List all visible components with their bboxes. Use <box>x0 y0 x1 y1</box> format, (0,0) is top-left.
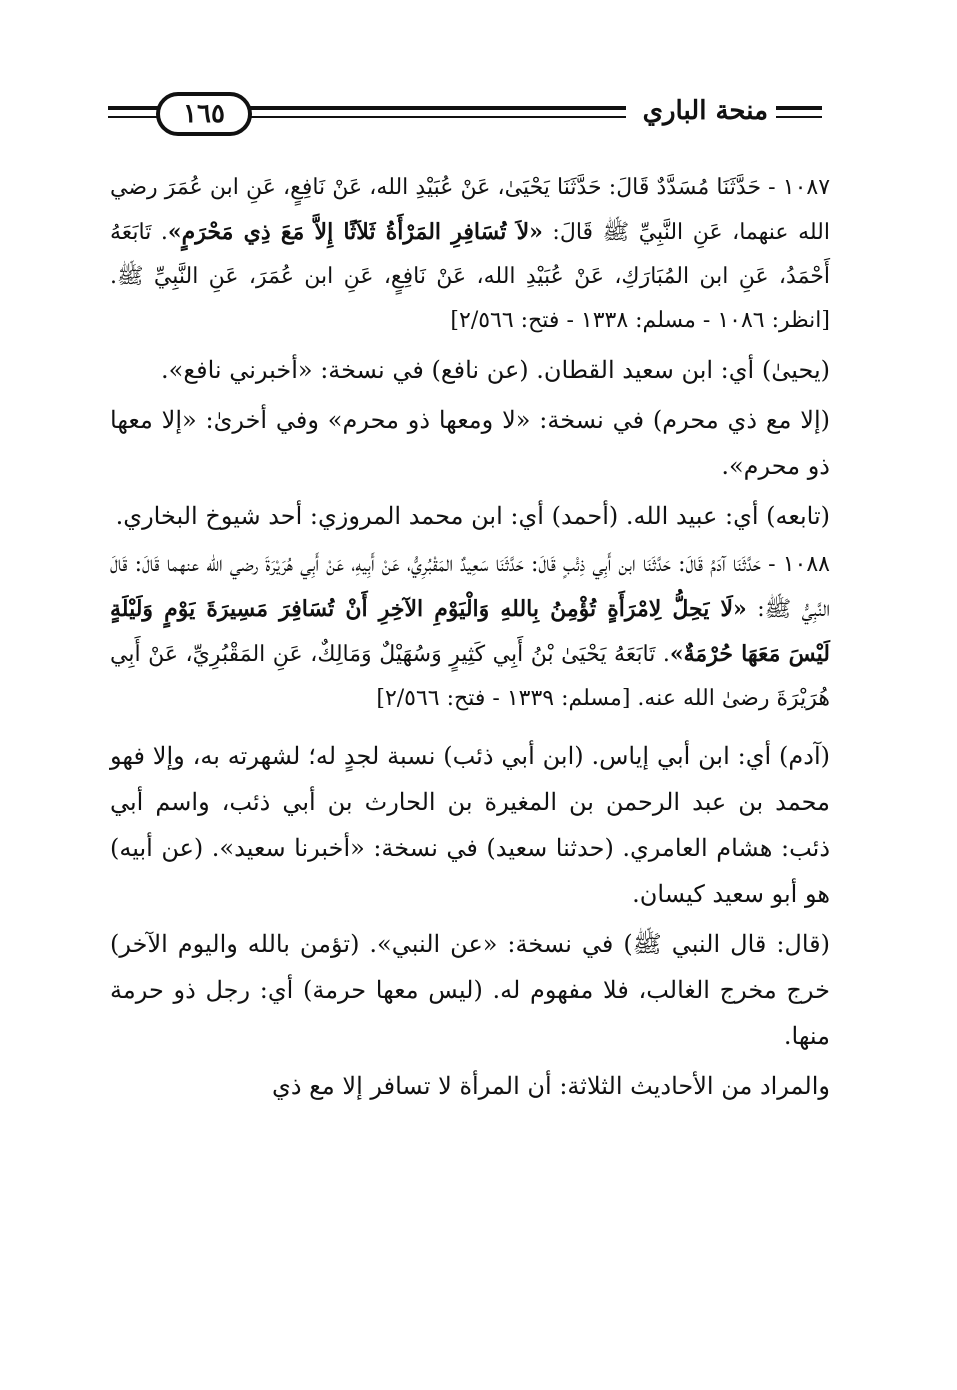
page-number: ١٦٥ <box>183 99 225 129</box>
header-rule-left-thin <box>108 116 160 118</box>
header-rule-right <box>776 106 822 110</box>
commentary-1087-para-1: (يحيىٰ) أي: ابن سعيد القطان. (عن نافع) في نسخة: «أخبرني نافع». <box>161 356 830 384</box>
hadith-1087-follow: . تَابَعَهُ أَحْمَدُ، عَنِ ابن المُبَارَكِ، عَنْ عُبَيْدِ الله، عَنْ نَافِعٍ، عَنِ ابن عُمَرَ، عَنِ النَّبِيِّ ﷺ. [انظر: ١٠٨٦ - مسلم: ١٣٣٨ - فتح: ٢/٥٦٦] <box>110 220 830 333</box>
hadith-1088-chain: ١٠٨٨ - حَدَّثَنَا آدَمُ قَالَ: حَدَّثَنَا ابن أَبِي ذِئْبٍ قَالَ: حَدَّثَنَا سَعِيدٌ المَقْبُرِيُّ، عَنْ أَبِيهِ، عَنْ أَبِي هُرَيْرَةَ رضي الله عنهما قَالَ: قَالَ النَّبِيُّ ﷺ: <box>110 552 830 622</box>
book-title: منحة الباري <box>642 96 768 126</box>
hadith-1087 <box>110 166 830 343</box>
commentary-1088-para-1: (آدم) أي: ابن أبي إياس. (ابن أبي ذئب) نسبة لجدٍ له؛ لشهرته به، وإلا فهو محمد بن عبد الرحمن بن المغيرة بن الحارث بن أبي ذئب، واسم أبي ذئب: هشام العامري. (حدثنا سعيد) في نسخة: «أخبرنا سعيد». (عن أبيه) هو أبو سعيد كيسان. <box>110 742 830 908</box>
header-rule-right-thin <box>776 116 822 118</box>
commentary-1088-para-2: (قال: قال النبي ﷺ) في نسخة: «عن النبي». (تؤمن بالله واليوم الآخر) خرج مخرج الغالب، فلا مفهوم له. (ليس معها حرمة) أي: رجل ذو حرمة منها. <box>110 930 830 1050</box>
page-number-badge <box>156 92 252 136</box>
hadith-1087-chain: ١٠٨٧ - حَدَّثَنَا مُسَدَّدٌ قَالَ: حَدَّثَنَا يَحْيَىٰ، عَنْ عُبَيْدِ الله، عَنْ نَافِعٍ، عَنِ ابن عُمَرَ رضي الله عنهما، عَنِ النَّبِيِّ ﷺ قَالَ: <box>110 175 831 245</box>
commentary-1087-para-2: (إلا مع ذي محرم) في نسخة: «لا ومعها ذو محرم» وفي أخرىٰ: «إلا معها ذو محرم». <box>110 406 830 480</box>
hadith-1088-follow: . تَابَعَهُ يَحْيَىٰ بْنُ أَبِي كَثِيرٍ وَسُهَيْلٌ وَمَالِكٌ، عَنِ المَقْبُرِيِّ، عَنْ أَبِي هُرَيْرَةَ رضىٰ الله عنه. [مسلم: ١٣٣٩ - فتح: ٢/٥٦٦] <box>110 642 830 711</box>
header-rule-middle <box>248 106 626 110</box>
hadith-1088 <box>110 543 830 721</box>
header-rule-left <box>108 106 160 110</box>
commentary-1088-para-3: والمراد من الأحاديث الثلاثة: أن المرأة لا تسافر إلا مع ذي <box>272 1072 830 1100</box>
hadith-1088-quote: «لَا يَحِلُّ لِامْرَأَةٍ تُؤْمِنُ بِاللهِ وَالْيَوْمِ الآخِرِ أَنْ تُسَافِرَ مَسِيرَةَ يَوْمٍ وَلَيْلَةٍ لَيْسَ مَعَهَا حُرْمَةٌ» <box>110 596 830 667</box>
header-rule-middle-thin <box>248 116 626 118</box>
page-header <box>108 92 828 142</box>
commentary-1087-para-3: (تابعه) أي: عبيد الله. (أحمد) أي: ابن محمد المروزي: أحد شيوخ البخاري. <box>115 502 830 530</box>
page-content <box>110 166 830 1109</box>
hadith-1087-quote: «لاَ تُسَافِرِ المَرْأَةُ ثَلاَثًا إِلاَّ مَعَ ذِي مَحْرَمٍ» <box>167 219 543 245</box>
